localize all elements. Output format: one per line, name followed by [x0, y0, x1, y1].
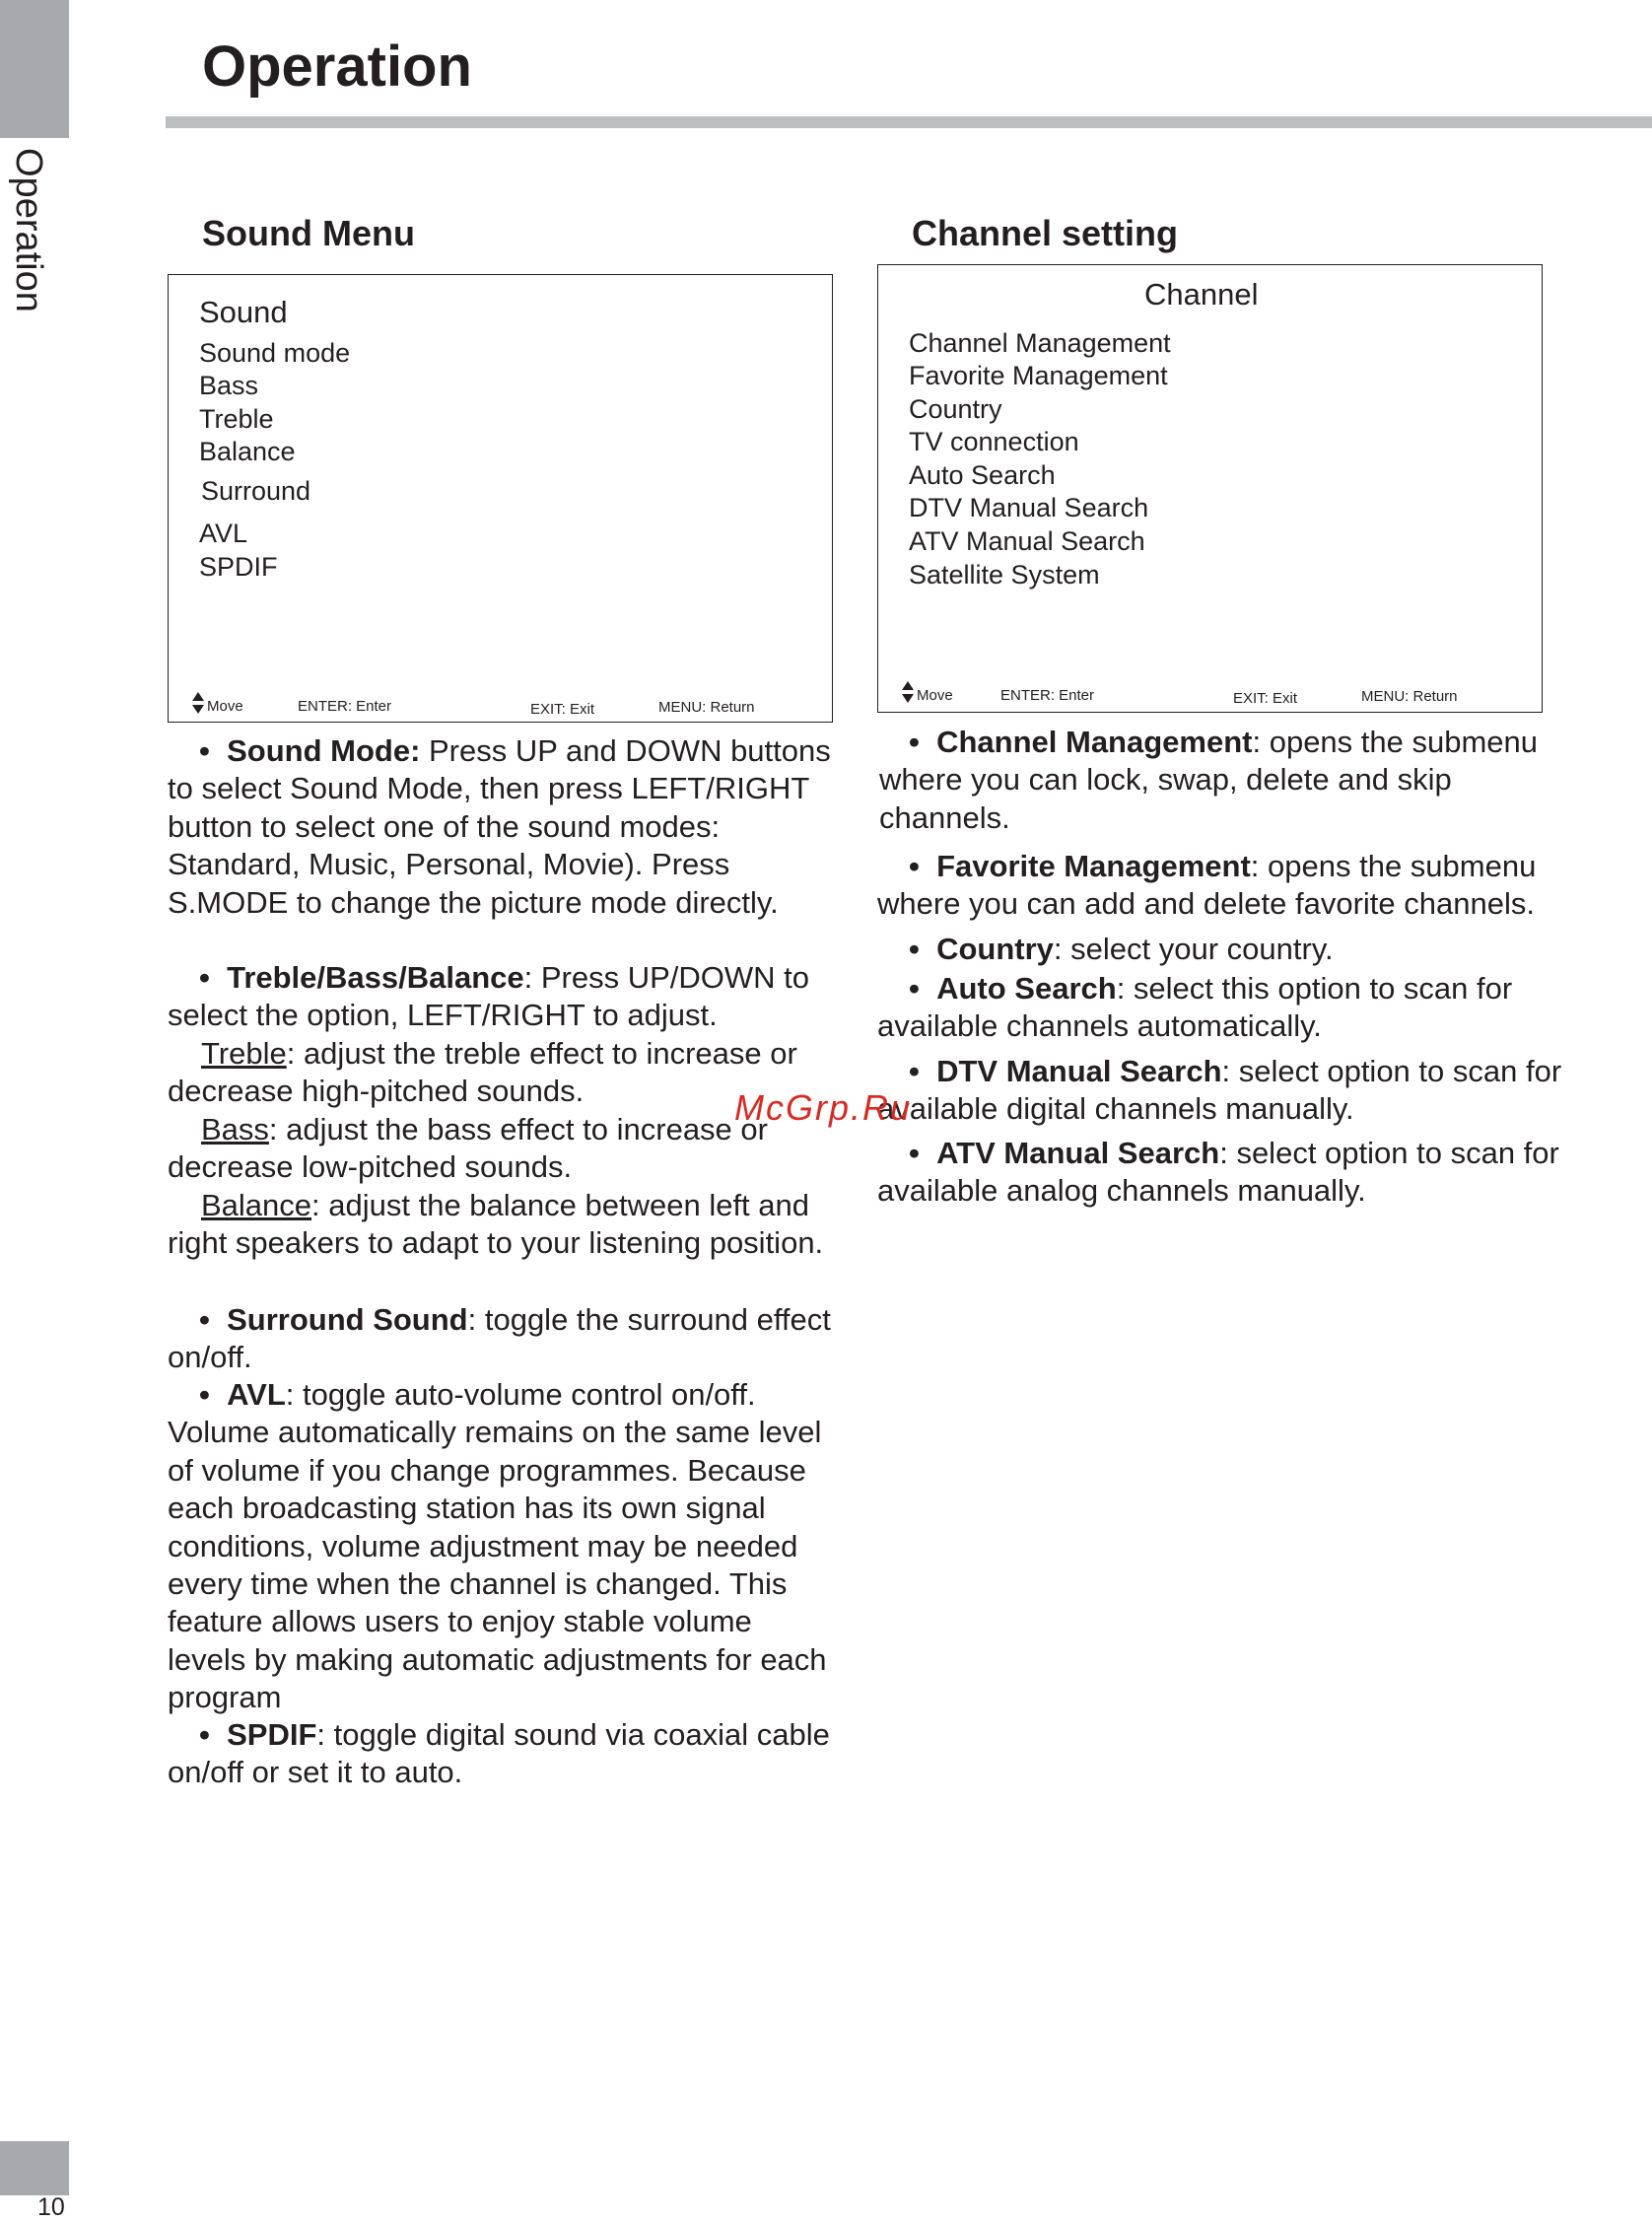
menu-item-auto-search: Auto Search [909, 460, 1056, 490]
sound-mode-description: • Sound Mode: Press UP and DOWN buttons to select Sound Mode, then press LEFT/RIGHT button to select one of the sound modes: Standard, Music, Personal, Movie). Press S.MODE to change the picture mode directly. [168, 733, 831, 920]
title-divider [166, 116, 1652, 128]
footer-menu: MENU: Return [1361, 688, 1458, 705]
menu-item-tv-connection: TV connection [909, 427, 1079, 456]
channel-menu-screen [877, 264, 1543, 713]
menu-item-balance: Balance [199, 437, 296, 466]
treble-bass-balance-description: • Treble/Bass/Balance: Press UP/DOWN to select the option, LEFT/RIGHT to adjust. [168, 960, 810, 1033]
footer-exit: EXIT: Exit [1233, 690, 1298, 707]
footer-move: Move [917, 687, 953, 704]
bass-description: Bass: adjust the bass effect to increase or decrease low-pitched sounds. [168, 1112, 768, 1185]
avl-description: • AVL: toggle auto-volume control on/off. Volume automatically remains on the same level of volume if you change programmes. Because each broadcasting station has its own signal conditions, volume adjustment may be needed every time when the channel is changed. This feature allows users to enjoy stable volume levels by making automatic adjustments for each program [168, 1377, 827, 1715]
menu-item-dtv-manual-search: DTV Manual Search [909, 493, 1149, 522]
surround-sound-description: • Surround Sound: toggle the surround effect on/off. [168, 1302, 831, 1375]
sound-menu-heading: Sound Menu [202, 213, 415, 253]
side-tab-top [0, 0, 69, 138]
menu-item-satellite-system: Satellite System [909, 560, 1100, 590]
up-down-arrows-icon [191, 692, 205, 714]
menu-item-atv-manual-search: ATV Manual Search [909, 526, 1145, 556]
page-number: 10 [37, 2193, 65, 2221]
channel-management-description: • Channel Management: opens the submenu where you can lock, swap, delete and skip channels. [879, 725, 1539, 835]
menu-item-avl: AVL [199, 519, 248, 548]
favorite-management-description: • Favorite Management: opens the submenu where you can add and delete favorite channels. [877, 849, 1537, 922]
channel-menu-title: Channel [1144, 277, 1259, 312]
menu-item-sound-mode: Sound mode [199, 338, 351, 368]
up-down-arrows-icon [901, 681, 915, 703]
side-section-label: Operation [8, 148, 49, 312]
atv-manual-search-description: • ATV Manual Search: select option to scan for available analog channels manually. [877, 1136, 1559, 1209]
auto-search-description: • Auto Search: select this option to scan for available channels automatically. [877, 971, 1513, 1044]
watermark: McGrp.Ru [734, 1087, 913, 1128]
menu-item-favorite-management: Favorite Management [909, 361, 1168, 390]
menu-item-spdif: SPDIF [199, 552, 278, 582]
footer-menu: MENU: Return [658, 699, 755, 716]
spdif-description: • SPDIF: toggle digital sound via coaxial cable on/off or set it to auto. [168, 1717, 830, 1790]
footer-exit: EXIT: Exit [530, 701, 595, 718]
sound-menu-title: Sound [199, 295, 288, 329]
treble-description: Treble: adjust the treble effect to increase or decrease high-pitched sounds. [168, 1036, 797, 1109]
footer-move: Move [207, 698, 243, 715]
country-description: • Country: select your country. [909, 932, 1334, 966]
balance-description: Balance: adjust the balance between left and right speakers to adapt to your listening position. [168, 1188, 824, 1261]
menu-item-channel-management: Channel Management [909, 328, 1171, 358]
menu-item-country: Country [909, 394, 1002, 424]
footer-enter: ENTER: Enter [298, 698, 392, 715]
dtv-manual-search-description: • DTV Manual Search: select option to scan for available digital channels manually. [877, 1054, 1562, 1127]
sound-menu-screen [168, 274, 833, 723]
side-tab-bottom [0, 2141, 69, 2195]
page-title: Operation [202, 35, 472, 99]
menu-item-bass: Bass [199, 371, 259, 400]
menu-item-treble: Treble [199, 404, 274, 434]
footer-enter: ENTER: Enter [1000, 687, 1095, 704]
channel-setting-heading: Channel setting [912, 213, 1179, 253]
menu-item-surround: Surround [201, 476, 311, 506]
